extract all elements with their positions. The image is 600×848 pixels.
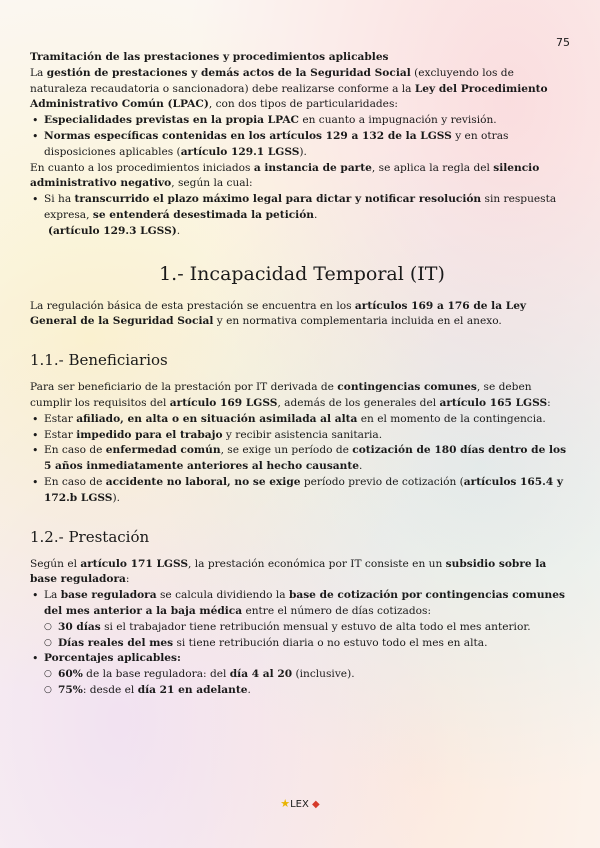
intro-bullet-list-1 [30, 113, 574, 160]
intro-paragraph-2: En cuanto a los procedimientos iniciados a instancia de parte, se aplica la regla del silencio administrativo negativo, según la cual: [30, 161, 540, 190]
list-item: • Si ha transcurrido el plazo máximo legal para dictar y notificar resolución sin respuesta expresa, se entenderá desestimada la petición. [44, 192, 574, 224]
list-item: • Estar impedido para el trabajo y recibir asistencia sanitaria. [44, 428, 574, 444]
intro-reference: (artículo 129.3 LGSS). [48, 224, 181, 237]
beneficiarios-list [30, 412, 574, 507]
list-item: ○ 75%: desde el día 21 en adelante. [58, 683, 574, 699]
intro-bullet-list-2 [30, 192, 574, 224]
list-item: • En caso de accidente no laboral, no se exige período previo de cotización (artículos 165.4 y 172.b LGSS). [44, 475, 574, 507]
footer-logo [0, 797, 600, 810]
base-reguladora-sublist [44, 620, 574, 652]
list-item: ○ 30 días si el trabajador tiene retribución mensual y estuvo de alta todo el mes anterior. [58, 620, 574, 636]
page-number: 75 [556, 36, 570, 49]
brand-name: LEX [290, 799, 309, 810]
section11-paragraph: Para ser beneficiario de la prestación por IT derivada de contingencias comunes, se deben cumplir los requisitos del artículo 169 LGSS, además de los generales del artículo 165 LGSS: [30, 381, 551, 409]
section12-paragraph: Según el artículo 171 LGSS, la prestación económica por IT consiste en un subsidio sobre la base reguladora: [30, 557, 547, 586]
section-heading-1: 1.- Incapacidad Temporal (IT) [159, 262, 445, 285]
list-item: • Especialidades previstas en la propia LPAC en cuanto a impugnación y revisión. [44, 113, 574, 129]
list-item: ○ 60% de la base reguladora: del día 4 al 20 (inclusive). [58, 667, 574, 683]
list-item: ○ Días reales del mes si tiene retribución diaria o no estuvo todo el mes en alta. [58, 636, 574, 652]
list-item: • La base reguladora se calcula dividiendo la base de cotización por contingencias comunes del mes anterior a la baja médica entre el número de días cotizados: ○ 30 días si el trabajador tiene retribución mensual y estuvo de alta todo el mes anterior. ○ Días reales del mes si tiene retribución diaria o no estuvo todo el mes en alta. [44, 588, 574, 651]
list-item: • En caso de enfermedad común, se exige un período de cotización de 180 días dentro de los 5 años inmediatamente anteriores al hecho causante. [44, 443, 574, 475]
list-item: • Normas específicas contenidas en los artículos 129 a 132 de la LGSS y en otras disposiciones aplicables (artículo 129.1 LGSS). [44, 129, 574, 161]
drop-icon: ◆ [312, 799, 320, 810]
intro-title: Tramitación de las prestaciones y procedimientos aplicables [30, 51, 389, 63]
porcentajes-sublist [44, 667, 574, 699]
list-item: • Porcentajes aplicables: ○ 60% de la base reguladora: del día 4 al 20 (inclusive). ○ 75%: desde el día 21 en adelante. [44, 651, 574, 698]
section-heading-1-2: 1.2.- Prestación [30, 527, 150, 546]
section1-paragraph: La regulación básica de esta prestación se encuentra en los artículos 169 a 176 de la Ley General de la Seguridad Social y en normativa complementaria incluida en el anexo. [30, 299, 527, 328]
list-item: • Estar afiliado, en alta o en situación asimilada al alta en el momento de la contingencia. [44, 412, 574, 428]
section-heading-1-1: 1.1.- Beneficiarios [30, 351, 168, 370]
intro-paragraph-1: La gestión de prestaciones y demás actos de la Seguridad Social (excluyendo los de naturaleza recaudatoria o sancionadora) debe realizarse conforme a la Ley del Procedimiento Administrativo Común (LPAC), con dos tipos de particularidades: [30, 66, 548, 111]
document-body [30, 50, 574, 699]
star-icon: ★ [280, 797, 291, 810]
prestacion-list [30, 588, 574, 699]
